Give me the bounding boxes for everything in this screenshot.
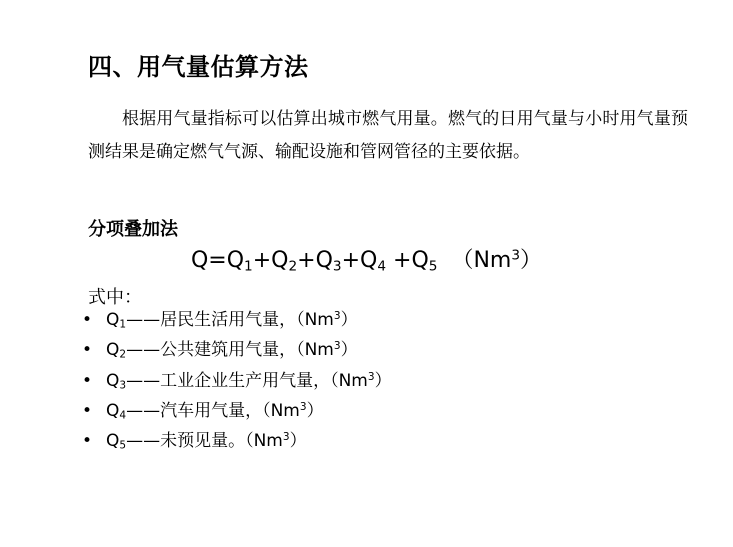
item-unit	[296, 310, 357, 330]
item-subscript: 1	[119, 318, 127, 331]
item-unit-open: （Nm	[245, 431, 283, 452]
list-item	[78, 340, 678, 362]
item-unit-close: ）	[289, 431, 307, 452]
bullet-marker-icon: •	[82, 400, 93, 421]
item-unit-exponent: 3	[282, 431, 290, 444]
intro-paragraph: 根据用气量指标可以估算出城市燃气用量。燃气的日用气量与小时用气量预测结果是确定燃气气源、输配设施和管网管径的主要依据。	[88, 109, 688, 163]
item-dash: ——	[126, 310, 161, 330]
item-unit	[296, 340, 357, 360]
item-text: 汽车用气量，	[160, 400, 263, 421]
formula-sub-2: 2	[288, 258, 298, 275]
formula-plus-2: +	[297, 248, 316, 273]
page-title: 四、用气量估算方法	[88, 53, 309, 81]
item-dash: ——	[126, 431, 161, 452]
item-unit-exponent: 3	[299, 401, 307, 414]
formula-line: $Q=Q_1+Q_2+Q_3+Q_4 +Q_5$ （Nm$^3$）	[190, 247, 543, 275]
item-unit-close: ）	[340, 310, 358, 330]
formula-plus-3: +	[341, 248, 361, 273]
item-unit-close: ）	[306, 400, 324, 421]
item-text: 未预见量。	[160, 431, 246, 452]
bullet-marker-icon: •	[82, 431, 93, 452]
item-unit-exponent: 3	[333, 340, 341, 353]
item-unit-open: （Nm	[330, 370, 368, 391]
item-unit-exponent: 3	[367, 370, 375, 383]
item-text: 居民生活用气量，	[160, 310, 297, 330]
item-symbol: Q	[106, 340, 120, 361]
item-subscript: 2	[119, 348, 127, 361]
formula-sub-4: 4	[377, 258, 387, 275]
item-unit-close: ）	[374, 370, 392, 391]
item-symbol: Q	[106, 400, 120, 421]
list-item	[78, 401, 678, 423]
item-unit-exponent: 3	[333, 310, 341, 323]
definition-list	[78, 310, 678, 461]
item-unit	[262, 401, 323, 421]
formula-lead: Q=Q	[190, 248, 245, 273]
item-subscript: 3	[119, 379, 127, 392]
item-text: 公共建筑用气量，	[160, 340, 297, 361]
formula-plus-4: +	[393, 248, 412, 273]
item-unit-close: ）	[340, 340, 358, 361]
item-unit	[245, 431, 306, 451]
list-item	[78, 371, 678, 393]
item-dash: ——	[126, 370, 161, 391]
item-symbol: Q	[106, 431, 120, 452]
formula-plus-1: +	[252, 248, 272, 273]
list-item	[78, 431, 678, 453]
item-unit-open: （Nm	[296, 310, 334, 330]
formula-unit-close: ）	[520, 248, 543, 273]
formula-unit-open: （Nm	[451, 248, 512, 273]
bullet-marker-icon: •	[82, 370, 93, 391]
item-symbol: Q	[106, 370, 120, 391]
where-label: 式中：	[88, 287, 142, 308]
item-unit-open: （Nm	[262, 400, 300, 421]
formula-unit-exponent: 3	[511, 247, 521, 264]
formula-sub-5: 5	[428, 258, 438, 275]
item-dash: ——	[126, 340, 161, 361]
formula-sub-1: 1	[244, 258, 253, 275]
item-dash: ——	[126, 400, 161, 421]
item-text: 工业企业生产用气量，	[160, 370, 331, 391]
list-item	[78, 310, 678, 332]
bullet-marker-icon: •	[82, 310, 93, 330]
formula-unit	[451, 248, 542, 273]
item-unit	[330, 371, 391, 391]
item-subscript: 4	[119, 409, 127, 422]
section-subheading: 分项叠加法	[88, 219, 178, 240]
item-subscript: 5	[119, 439, 127, 452]
formula-sub-3: 3	[332, 258, 342, 275]
bullet-marker-icon: •	[82, 340, 93, 361]
item-symbol: Q	[106, 310, 120, 330]
item-unit-open: （Nm	[296, 340, 334, 361]
